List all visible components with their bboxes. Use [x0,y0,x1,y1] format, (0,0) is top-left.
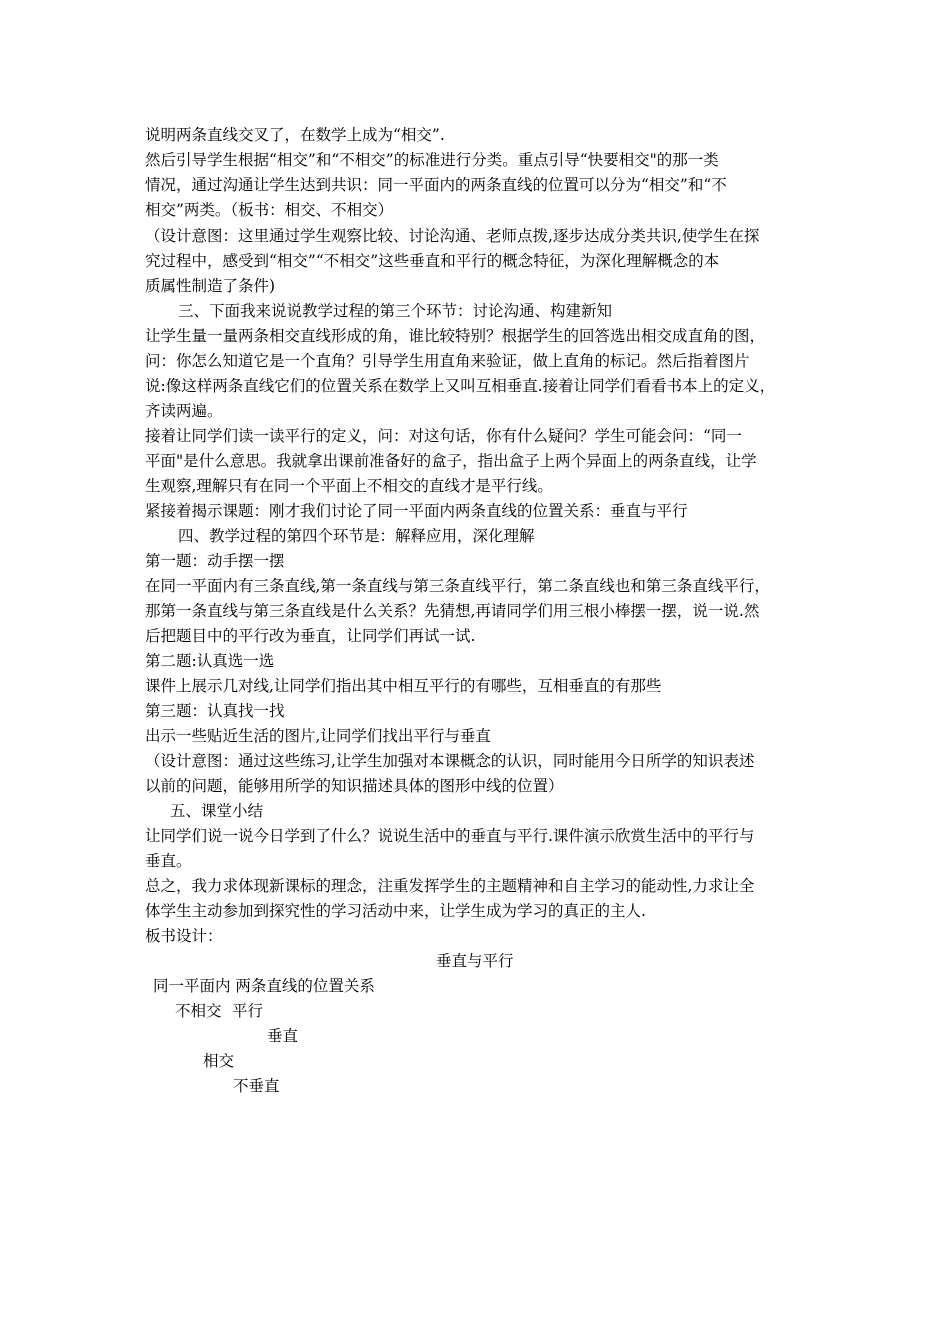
paragraph-line: 出示一些贴近生活的图片,让同学们找出平行与垂直 [145,727,491,745]
section-heading: 三、下面我来说说教学过程的第三个环节：讨论沟通、构建新知 [178,302,613,320]
paragraph-line: 说明两条直线交叉了，在数学上成为“相交”. [145,126,445,144]
paragraph-line: 情况，通过沟通让学生达到共识：同一平面内的两条直线的位置可以分为“相交”和“不 [145,176,727,194]
design-note-line: 究过程中，感受到“相交”“不相交”这些垂直和平行的概念特征，为深化理解概念的本 [145,252,720,270]
paragraph-line: 接着让同学们读一读平行的定义，问：对这句话，你有什么疑问？学生可能会问：“同一 [145,427,742,445]
paragraph-line: 在同一平面内有三条直线,第一条直线与第三条直线平行，第二条直线也和第三条直线平行， [145,577,770,595]
paragraph-line: 让学生量一量两条相交直线形成的角，谁比较特别？根据学生的回答选出相交成直角的图， [145,327,766,345]
paragraph-line: 说:像这样两条直线它们的位置关系在数学上又叫互相垂直.接着让同学们看看书本上的定义， [145,377,776,395]
design-note-line: 质属性制造了条件) [145,277,276,295]
exercise-heading: 第三题：认真找一找 [145,702,285,720]
board-context: 同一平面内 两条直线的位置关系 [153,977,375,995]
board-intersect: 相交 [203,1052,235,1070]
paragraph-line: 生观察,理解只有在同一个平面上不相交的直线才是平行线。 [145,477,553,495]
exercise-heading: 第二题:认真选一选 [145,652,275,670]
section-heading: 五、课堂小结 [170,802,264,820]
paragraph-line: 齐读两遍。 [145,402,223,420]
section-heading: 四、教学过程的第四个环节是：解释应用，深化理解 [178,527,535,545]
paragraph-line: 紧接着揭示课题：刚才我们讨论了同一平面内两条直线的位置关系：垂直与平行 [145,502,688,520]
paragraph-line: 问：你怎么知道它是一个直角？引导学生用直角来验证，做上直角的标记。然后指着图片 [145,352,750,370]
paragraph-line: 让同学们说一说今日学到了什么？说说生活中的垂直与平行.课件演示欣赏生活中的平行与 [145,827,755,845]
design-note-line: （设计意图：这里通过学生观察比较、讨论沟通、老师点拨,逐步达成分类共识,使学生在探 [145,227,760,245]
paragraph-line: 然后引导学生根据“相交”和“不相交”的标准进行分类。重点引导“快要相交"的那一类 [145,151,719,169]
board-perpendicular: 垂直 [267,1027,299,1045]
board-parallel: 平行 [232,1002,264,1020]
board-title: 垂直与平行 [436,952,514,970]
board-not-intersect: 不相交 [175,1002,222,1020]
board-design-label: 板书设计： [145,927,223,945]
paragraph-line: 后把题目中的平行改为垂直，让同学们再试一试. [145,627,476,645]
paragraph-line: 总之，我力求体现新课标的理念，注重发挥学生的主题精神和自主学习的能动性,力求让全 [145,877,755,895]
paragraph-line: 课件上展示几对线,让同学们指出其中相互平行的有哪些，互相垂直的有那些 [145,677,662,695]
exercise-heading: 第一题：动手摆一摆 [145,552,285,570]
paragraph-line: 平面"是什么意思。我就拿出课前准备好的盒子，指出盒子上两个异面上的两条直线，让学 [145,452,757,470]
board-not-perpendicular: 不垂直 [233,1077,280,1095]
paragraph-line: 垂直。 [145,852,192,870]
design-note-line: 以前的问题，能够用所学的知识描述具体的图形中线的位置） [145,777,564,795]
design-note-line: （设计意图：通过这些练习,让学生加强对本课概念的认识，同时能用今日所学的知识表述 [145,752,755,770]
paragraph-line: 那第一条直线与第三条直线是什么关系？先猜想,再请同学们用三根小棒摆一摆，说一说.然 [145,602,760,620]
paragraph-line: 体学生主动参加到探究性的学习活动中来，让学生成为学习的真正的主人. [145,902,646,920]
paragraph-line: 相交”两类。（板书：相交、不相交） [145,201,394,219]
